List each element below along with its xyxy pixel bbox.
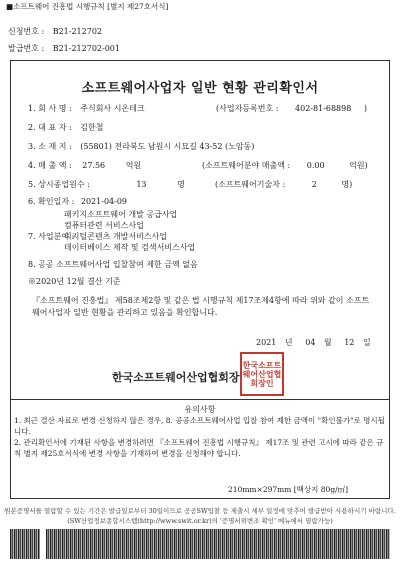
ceo-value: 김한철 [80,123,104,132]
notice-divider [10,399,390,400]
sw-tech-label: (소프트웨어기술자 : [215,180,286,189]
issue-number-value: B21-212702-001 [52,44,120,53]
sw-sales-value: 0.00 [306,161,325,170]
business-reg-value: 402-81-68898 [295,104,352,113]
company-row [28,103,145,114]
employees-label: 5. 상시종업원수 : [28,180,90,189]
employees-unit: 명 [177,180,185,189]
issue-number [8,43,208,54]
footer-line-1: 원본증명서를 열람할 수 있는 기간은 발급일로부터 30일이므로 공공SW입찰 등 제출시 세부 일정에 맞추어 발급받아 사용하시기 바랍니다. [4,507,396,515]
issue-number-label: 발급번호 : [8,44,45,53]
seal-text: 한국소프트웨어산업협회장인 [242,359,282,388]
paper-size: 210mm×297mm [백상지 80g/㎡] [228,485,349,494]
ceo-row [28,122,103,133]
sw-sales [202,160,368,171]
business-reg-close: ) [363,104,367,113]
qr-code [10,529,40,559]
date-day-unit: 일 [362,338,371,347]
notice-item-2: 2. 관리확인서에 기재된 사항을 변경하려면 『소프트웨어 진흥법 시행규칙』 제17조 및 관련 고시에 따라 같은 규칙 별지 제25호서식에 변경 사항을 기재하여 변경을 신청해야 합니다. [14,438,384,458]
business-reg-label: (사업자등록번호 : [216,104,279,113]
business-item: 컴퓨터관련 서비스사업 [64,221,144,230]
application-number-value: B21-212702 [52,27,103,36]
sw-tech-unit: 명) [341,180,353,189]
notice-heading: 유의사항 [184,405,216,414]
date-month-unit: 월 [323,338,332,347]
business-field-label: 7. 사업분야 : [28,232,75,241]
date-year-unit: 년 [284,338,293,347]
address-label: 3. 소 재 지 : [28,142,72,151]
employees-row [28,179,185,190]
company-value: 주식회사 시온테크 [80,104,145,113]
official-seal [240,352,284,396]
business-reg-number [216,103,367,114]
footer-line-2: (SW산업정보종합시스템(http://www.swit.or.kr)의 '증명서위변조 확인' 메뉴에서 열람가능) [67,517,333,525]
employees-value: 13 [136,180,147,189]
company-label: 1. 회 사 명 : [28,104,72,113]
date-month: 04 [305,338,316,347]
ceo-label: 2. 대 표 자 : [28,123,72,132]
certificate-title: 소프트웨어사업자 일반 현황 관리확인서 [81,81,319,96]
notice-item-1: 1. 최근 결산 자료로 변경 신청하지 않은 경우, 8. 공공소프트웨어사업 입찰 참여 제한 금액이 "확인불가"로 명시됩니다. [14,416,385,436]
date-day: 12 [344,338,355,347]
sw-tech-value: 2 [311,180,317,189]
sw-sales-unit: 억원) [349,161,368,170]
form-header: ■소프트웨어 진흥법 시행규칙 [별지 제27호서식] [6,2,169,11]
business-item: 패키지소프트웨어 개발 공급사업 [64,210,178,219]
date-year: 2021 [256,338,277,347]
confirmation-statement: 『소프트웨어 진흥법』 제58조제2항 및 같은 법 시행규칙 제17조제4항에 따라 위와 같이 소프트웨어사업자 일반 현황을 관리하고 있음을 확인합니다. [32,296,370,317]
address-value: (55801) 전라북도 남원시 시묘길 43-52 (노암동) [80,142,255,151]
sales-value: 27.56 [82,161,106,170]
issuer-name: 한국소프트웨어산업협회장 [112,371,240,384]
sales-unit: 억원 [125,161,142,170]
address-row [28,141,254,152]
sw-sales-label: (소프트웨어분야 매출액 : [202,161,291,170]
sales-row [28,160,141,171]
sw-technicians [215,179,352,190]
security-barcode [46,529,390,559]
business-item: 디지털콘텐츠 개발서비스사업 [64,232,168,241]
issue-date [256,337,371,348]
business-item: 데이터베이스 제작 및 검색서비스사업 [64,243,196,252]
sales-label: 4. 매 출 액 : [28,161,72,170]
application-number-label: 신청번호 : [8,27,45,36]
confirm-date-value: 2021-04-09 [80,197,127,206]
confirm-date-label: 6. 확인일자 : [28,197,75,206]
confirm-date-row [28,196,127,207]
settlement-note: ※2020년 12월 결산 기준 [28,277,121,286]
application-number [8,26,208,37]
restriction-row: 8. 공공 소프트웨어사업 입찰참여 제한 금액 없음 [28,260,198,269]
